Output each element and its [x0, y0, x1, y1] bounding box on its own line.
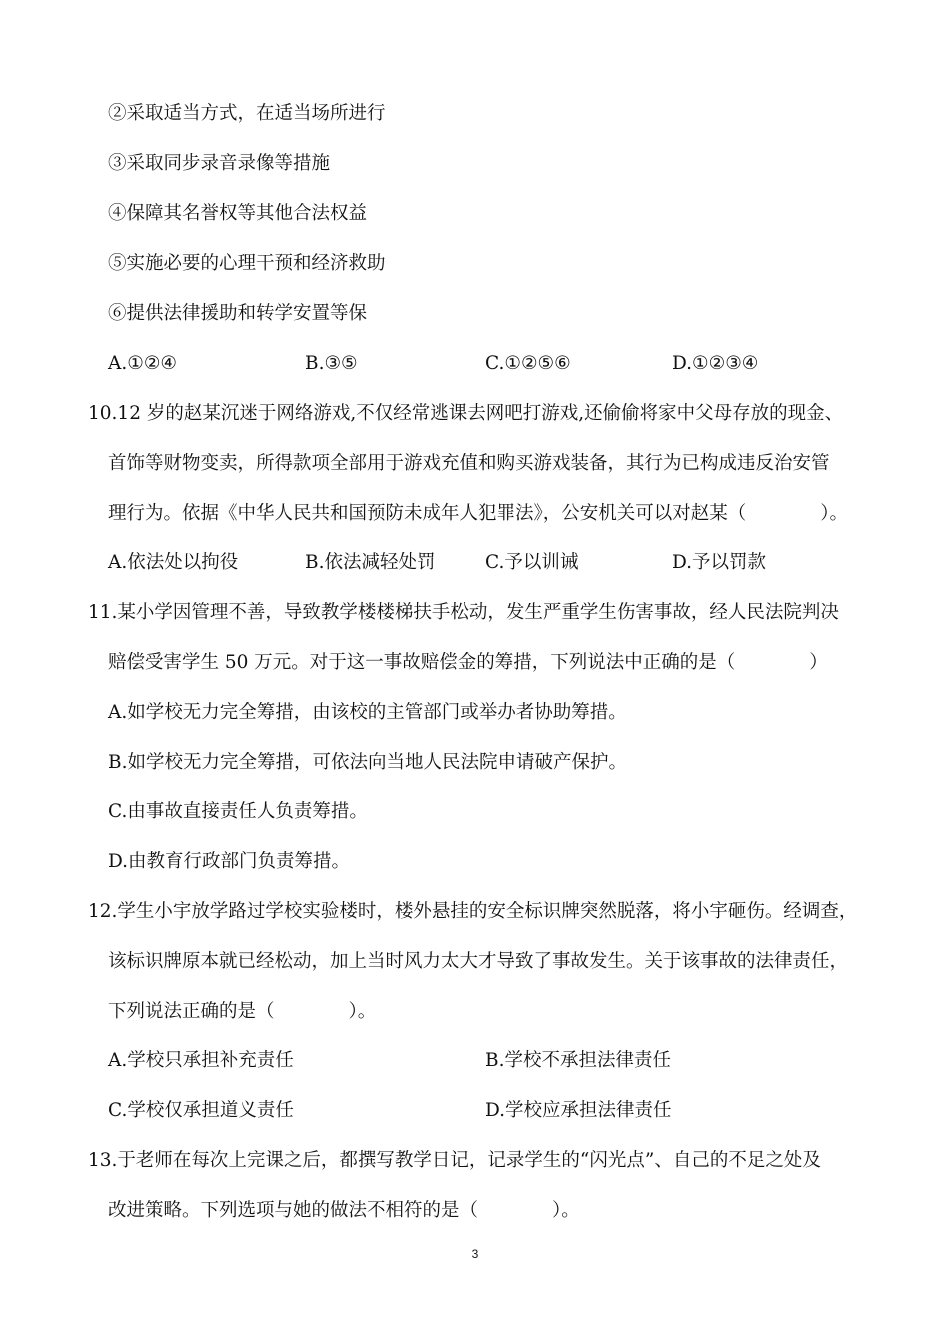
q12-option-d: D.学校应承担法律责任 [485, 1100, 672, 1121]
q12-stem-line-2: 该标识牌原本就已经松动，加上当时风力太大才导致了事故发生。关于该事故的法律责任， [108, 951, 849, 972]
q9-item-3: ③采取同步录音录像等措施 [108, 153, 331, 174]
q10-stem-line-2: 首饰等财物变卖，所得款项全部用于游戏充值和购买游戏装备，其行为已构成违反治安管 [108, 453, 830, 474]
q13-stem-line-1: 13.于老师在每次上完课之后，都撰写教学日记，记录学生的“闪光点”、自己的不足之处及 [88, 1150, 821, 1171]
q11-option-d: D.由教育行政部门负责筹措。 [108, 851, 351, 872]
q10-option-d: D.予以罚款 [672, 552, 767, 573]
q10-stem-line-1: 10.12 岁的赵某沉迷于网络游戏,不仅经常逃课去网吧打游戏,还偷偷将家中父母存放的现金、 [88, 403, 844, 424]
q9-item-4: ④保障其名誉权等其他合法权益 [108, 203, 368, 224]
q11-stem-line-2: 赔偿受害学生 50 万元。对于这一事故赔偿金的筹措，下列说法中正确的是（ ） [108, 652, 828, 673]
q10-option-c: C.予以训诫 [485, 552, 579, 573]
q9-item-2: ②采取适当方式，在适当场所进行 [108, 103, 386, 124]
q11-option-a: A.如学校无力完全筹措，由该校的主管部门或举办者协助筹措。 [108, 702, 627, 723]
q10-stem-line-3: 理行为。依据《中华人民共和国预防未成年人犯罪法》，公安机关可以对赵某（ ）。 [108, 503, 849, 524]
q9-option-b: B.③⑤ [305, 353, 358, 374]
q12-stem-line-3: 下列说法正确的是（ ）。 [108, 1001, 377, 1022]
q10-option-a: A.依法处以拘役 [108, 552, 239, 573]
q9-item-6: ⑥提供法律援助和转学安置等保 [108, 303, 368, 324]
q9-item-5: ⑤实施必要的心理干预和经济救助 [108, 253, 386, 274]
q9-option-d: D.①②③④ [672, 353, 759, 374]
q13-stem-line-2: 改进策略。下列选项与她的做法不相符的是（ ）。 [108, 1200, 580, 1221]
q11-option-b: B.如学校无力完全筹措，可依法向当地人民法院申请破产保护。 [108, 752, 627, 773]
q12-option-c: C.学校仅承担道义责任 [108, 1100, 294, 1121]
page-number: 3 [471, 1247, 479, 1261]
q12-stem-line-1: 12.学生小宇放学路过学校实验楼时，楼外悬挂的安全标识牌突然脱落，将小宇砸伤。经调查， [88, 901, 858, 922]
q12-option-b: B.学校不承担法律责任 [485, 1050, 671, 1071]
q11-option-c: C.由事故直接责任人负责筹措。 [108, 801, 368, 822]
q10-option-b: B.依法减轻处罚 [305, 552, 436, 573]
q9-option-a: A.①②④ [108, 353, 177, 374]
q12-option-a: A.学校只承担补充责任 [108, 1050, 294, 1071]
q9-option-c: C.①②⑤⑥ [485, 353, 571, 374]
q11-stem-line-1: 11.某小学因管理不善，导致教学楼楼梯扶手松动，发生严重学生伤害事故，经人民法院判决 [88, 602, 839, 623]
